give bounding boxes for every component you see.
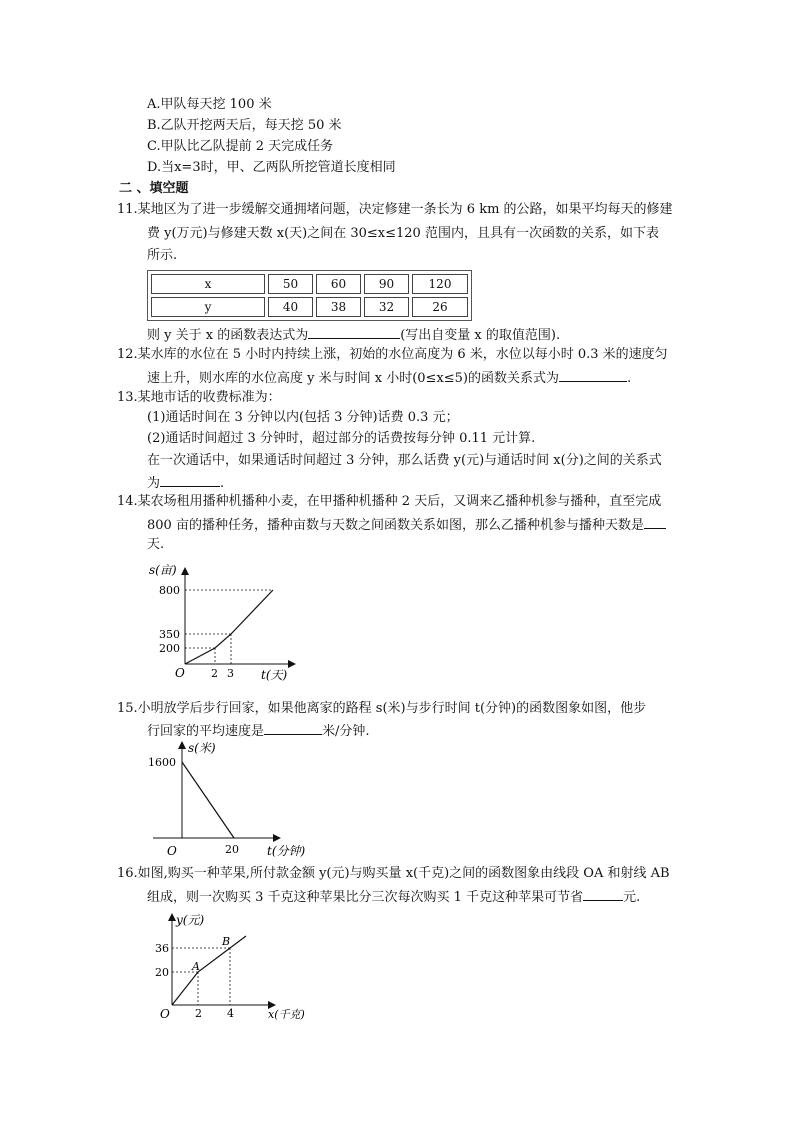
q11-value-table — [147, 270, 472, 321]
graph-line — [172, 936, 246, 1005]
table-cell: 26 — [412, 297, 468, 317]
x-tick-label: 2 — [195, 1007, 202, 1020]
y-axis-label: s(亩) — [149, 563, 177, 577]
x-axis-label: t(分钟) — [267, 844, 306, 858]
x-axis-label: x(千克) — [268, 1008, 305, 1021]
q13-line4: 在一次通话中，如果通话时间超过 3 分钟，那么话费 y(元)与通话时间 x(分)之间的关系式 — [147, 453, 662, 468]
q14-line2-text: 800 亩的播种任务，播种亩数与天数之间函数关系如图，那么乙播种机参与播种天数是 — [147, 518, 644, 533]
x-axis-label: t(天) — [261, 668, 288, 682]
table-row-label: x — [151, 274, 265, 294]
q12-answer-blank[interactable] — [559, 367, 627, 382]
q14-graph — [145, 560, 315, 685]
q14-answer-blank[interactable] — [644, 514, 666, 529]
table-cell: 50 — [268, 274, 313, 294]
q16-line1: 16.如图,购买一种苹果,所付款金额 y(元)与购买量 x(千克)之间的函数图象由线段 OA 和射线 AB — [117, 866, 670, 881]
y-tick-label: 36 — [155, 942, 169, 955]
table-cell: 120 — [412, 274, 468, 294]
y-axis-label: y(元) — [176, 913, 205, 927]
y-tick-label: 200 — [159, 642, 180, 655]
q11-line2: 费 y(万元)与修建天数 x(天)之间在 30≤x≤120 范围内，且具有一次函数的关系，如下表 — [147, 226, 659, 241]
q13-line1: 13.某地市话的收费标准为： — [117, 390, 281, 405]
q12-line2 — [147, 367, 631, 389]
q12-line2-text: 速上升，则水库的水位高度 y 米与时间 x 小时(0≤x≤5)的函数关系式为 — [147, 371, 560, 386]
q16-line2-text: 组成，则一次购买 3 千克这种苹果比分三次每次购买 1 千克这种苹果可节省 — [147, 890, 584, 905]
q13-answer-blank[interactable] — [160, 472, 220, 487]
q15-line2-end: 米/分钟. — [322, 724, 370, 739]
q11-answer-prefix: 则 y 关于 x 的函数表达式为 — [147, 328, 309, 343]
q15-line2-text: 行回家的平均速度是 — [147, 724, 265, 739]
x-tick-label: 4 — [227, 1007, 234, 1020]
q13-item2: (2)通话时间超过 3 分钟时，超过部分的话费按每分钟 0.11 元计算. — [147, 431, 536, 446]
point-a-label: A — [192, 960, 200, 973]
option-c: C.甲队比乙队提前 2 天完成任务 — [147, 139, 334, 154]
graph-line — [185, 590, 273, 664]
q11-line1: 11.某地区为了进一步缓解交通拥堵问题，决定修建一条长为 6 km 的公路，如果平均每天的修建 — [117, 202, 673, 217]
q13-line5 — [147, 472, 224, 494]
q11-line3: 所示. — [147, 248, 178, 263]
q16-line2 — [147, 886, 640, 908]
y-axis-label: s(米) — [188, 741, 216, 755]
table-cell: 40 — [268, 297, 313, 317]
table-row-label: y — [151, 297, 265, 317]
origin-label: O — [160, 1007, 170, 1021]
point-b-label: B — [222, 935, 231, 948]
section-title: 二 、填空题 — [119, 181, 189, 196]
q13-item1: (1)通话时间在 3 分钟以内(包括 3 分钟)话费 0.3 元； — [147, 410, 459, 425]
q14-line2 — [147, 514, 666, 536]
q16-answer-blank[interactable] — [583, 886, 623, 901]
q16-graph — [150, 908, 330, 1028]
q11-answer-line — [147, 324, 560, 346]
x-tick-label: 3 — [227, 667, 234, 680]
table-row — [151, 297, 468, 317]
x-tick-label: 20 — [225, 843, 239, 856]
q14-line3: 天. — [147, 537, 165, 552]
q12-line1: 12.某水库的水位在 5 小时内持续上涨，初始的水位高度为 6 米，水位以每小时 0.3 米的速度匀 — [117, 347, 668, 362]
y-tick-label: 20 — [155, 966, 169, 979]
q11-answer-suffix: (写出自变量 x 的取值范围). — [400, 328, 561, 343]
q16-line2-end: 元. — [623, 890, 641, 905]
q15-graph — [145, 738, 315, 863]
table-cell: 32 — [364, 297, 409, 317]
q13-line5-text: 为 — [147, 476, 161, 491]
table-row — [151, 274, 468, 294]
x-tick-label: 2 — [211, 667, 218, 680]
graph-line — [182, 762, 234, 838]
q15-line1: 15.小明放学后步行回家，如果他离家的路程 s(米)与步行时间 t(分钟)的函数图象如图，他步 — [117, 701, 647, 716]
option-b: B.乙队开挖两天后，每天挖 50 米 — [147, 118, 342, 133]
y-tick-label: 800 — [159, 584, 180, 597]
q11-answer-blank[interactable] — [308, 324, 400, 339]
q15-answer-blank[interactable] — [264, 720, 322, 735]
table-cell: 90 — [364, 274, 409, 294]
q12-line2-end: . — [627, 371, 632, 386]
option-a: A.甲队每天挖 100 米 — [147, 97, 272, 112]
table-cell: 60 — [316, 274, 361, 294]
origin-label: O — [167, 844, 177, 858]
q14-line1: 14.某农场租用播种机播种小麦，在甲播种机播种 2 天后，又调来乙播种机参与播种，直至完成 — [117, 494, 662, 509]
q13-line5-end: . — [220, 476, 225, 491]
y-tick-label: 350 — [159, 628, 180, 641]
table-cell: 38 — [316, 297, 361, 317]
option-d: D.当x=3时，甲、乙两队所挖管道长度相同 — [147, 160, 396, 175]
y-tick-label: 1600 — [148, 756, 176, 769]
origin-label: O — [175, 666, 185, 680]
